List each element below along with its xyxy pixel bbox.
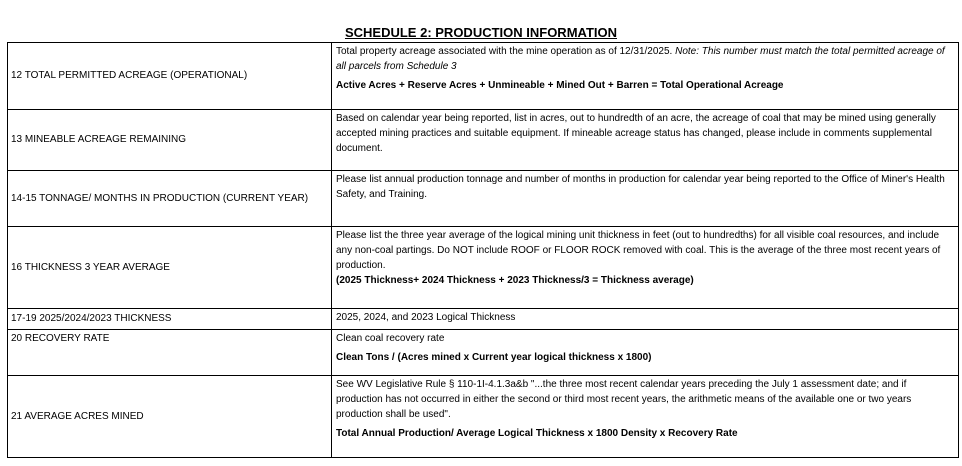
production-info-table xyxy=(7,42,959,458)
table-row xyxy=(8,227,959,309)
row-label: 21 AVERAGE ACRES MINED xyxy=(8,376,332,458)
description-text: Please list the three year average of the logical mining unit thickness in feet (out to hundredths) for all visible coal resources, and include any non-coal partings. Do NOT include ROOF or FLOOR ROCK removed with coal. This is the average of the three most recent years of production. xyxy=(336,230,941,271)
row-description xyxy=(332,110,959,171)
page-title: SCHEDULE 2: PRODUCTION INFORMATION xyxy=(344,25,618,40)
row-label: 13 MINEABLE ACREAGE REMAINING xyxy=(8,110,332,171)
row-description xyxy=(332,227,959,309)
row-description xyxy=(332,330,959,376)
description-formula: Total Annual Production/ Average Logical Thickness x 1800 Density x Recovery Rate xyxy=(336,428,738,439)
description-text: 2025, 2024, and 2023 Logical Thickness xyxy=(336,312,516,323)
description-text: Clean coal recovery rate xyxy=(336,333,445,344)
description-text: Based on calendar year being reported, list in acres, out to hundredth of an acre, the acreage of coal that may be mined using generally accepted mining practices and suitable equipment. If mineable acreage status has changed, please include in comments supplemental document. xyxy=(336,113,936,154)
row-description xyxy=(332,171,959,227)
table-row xyxy=(8,309,959,330)
row-label: 14-15 TONNAGE/ MONTHS IN PRODUCTION (CURRENT YEAR) xyxy=(8,171,332,227)
row-label: 17-19 2025/2024/2023 THICKNESS xyxy=(8,309,332,330)
row-label: 20 RECOVERY RATE xyxy=(8,330,332,376)
table-row xyxy=(8,376,959,458)
table-row xyxy=(8,43,959,110)
description-text: See WV Legislative Rule § 110-1I-4.1.3a&b "...the three most recent calendar years preceding the July 1 assessment date; and if production has not occurred in either the second or third most recent years, the arithmetic means of the available one or two years production shall be used". xyxy=(336,379,912,420)
row-description xyxy=(332,376,959,458)
row-label: 16 THICKNESS 3 YEAR AVERAGE xyxy=(8,227,332,309)
row-description xyxy=(332,43,959,110)
description-formula: Active Acres + Reserve Acres + Unmineable + Mined Out + Barren = Total Operational Acreage xyxy=(336,80,784,91)
description-note: Note: This number must match the total permitted acreage of all parcels from Schedule 3 xyxy=(336,46,945,72)
row-description xyxy=(332,309,959,330)
description-text: Total property acreage associated with the mine operation as of 12/31/2025. xyxy=(336,46,673,57)
table-row xyxy=(8,110,959,171)
table-row xyxy=(8,171,959,227)
description-text: Please list annual production tonnage and number of months in production for calendar year being reported to the Office of Miner's Health Safety, and Training. xyxy=(336,174,945,200)
table-row xyxy=(8,330,959,376)
description-formula: (2025 Thickness+ 2024 Thickness + 2023 Thickness/3 = Thickness average) xyxy=(336,275,694,286)
description-formula: Clean Tons / (Acres mined x Current year logical thickness x 1800) xyxy=(336,352,652,363)
row-label: 12 TOTAL PERMITTED ACREAGE (OPERATIONAL) xyxy=(8,43,332,110)
